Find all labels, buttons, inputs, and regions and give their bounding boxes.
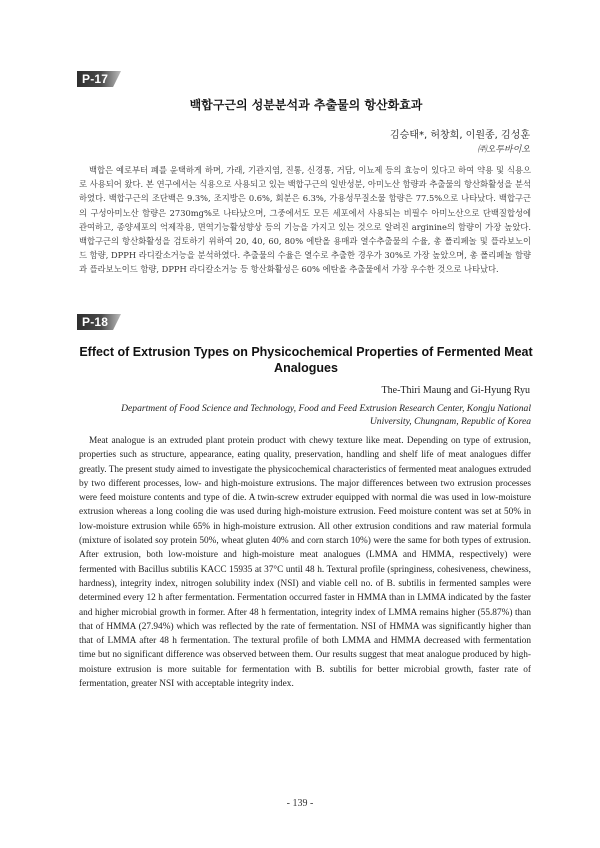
affiliation-p18: Department of Food Science and Technology, Food and Feed Extrusion Research Center, Kongju National University, Chungnam, Republic of Korea [121, 403, 531, 427]
affiliation-p17: ㈜오투바이오 [477, 145, 530, 155]
section-tag-p18 [77, 314, 121, 330]
tag-label: P-18 [82, 315, 109, 329]
page-number: - 139 - [286, 798, 314, 809]
authors-p18: The-Thiri Maung and Gi-Hyung Ryu [381, 385, 530, 396]
abstract-p17: 백합은 예로부터 폐를 윤택하게 하며, 가래, 기관지염, 진통, 신경통, 거담, 이뇨제 등의 효능이 있다고 하여 약용 및 식용으로 사용되어 왔다. 본 연구에서는 식용으로 사용되고 있는 백합구근의 일반성분, 아미노산 함량과 추출물의 항산화활성을 분석하였다. 백합구근의 조단백은 9.3%, 조지방은 0.6%, 회분은 6.3%, 가용성무질소물 함량은 77.5%으로 나타났다. 백합구근의 구성아미노산 함량은 2730mg%로 나타났으며, 그중에서도 모든 세포에서 사용되는 비필수 아미노산으로 단백질합성에 관여하고, 종양세포의 억제작용, 면역기능활성향상 등의 기능을 가지고 있는 것으로 알려진 arginine의 함량이 가장 높았다. 백합구근의 항산화활성을 검토하기 위하여 20, 40, 60, 80% 에탄올 용매과 열수추출물의 수율, 총 폴리페놀 및 플라보노이드 함량, DPPH 라디칼소거능을 분석하였다. 추출물의 수율은 열수로 추출한 경우가 30%로 가장 높았으며, 총 폴리페놀 함량과 플라보노이드 함량, DPPH 라디칼소거능 등 항산화활성은 60% 에탄올 추출물에서 가장 우수한 것으로 나타났다. [79, 165, 531, 275]
tag-label: P-17 [82, 72, 109, 86]
authors-p17: 김승태*, 허창희, 이원종, 김성훈 [390, 130, 530, 141]
abstract-p18: Meat analogue is an extruded plant protein product with chewy texture like meat. Depending on type of extrusion, properties such as structure, appearance, eating quality, preservation, handling and shelf life of meat analogues differ greatly. The present study aimed to investigate the physicochemical characteristics of fermented meat analogues extruded by two different processes, low- and high-moisture extrusions. The major differences between two extrusion processes were feed moisture contents and type of die. A twin-screw extruder equipped with normal die was used in low-moisture extrusion whereas a long cooling die was used during high-moisture extrusion. Feed moisture content was set at 50% in low-moisture extrusion while 65% in high-moisture extrusion. All other extrusion conditions and raw material formula (mixture of isolated soy protein 50%, wheat gluten 40% and corn starch 10%) were the same for both types of extrusion. After extrusion, both low-moisture and high-moisture meat analogues (LMMA and HMMA, respectively) were fermented with Bacillus subtilis KACC 15935 at 37°C until 48 h. Textural profile (springiness, cohesiveness, chewiness, hardness), integrity index, nitrogen solubility index (NSI) and viable cell no. of B. subtilis in fermented samples were determined every 12 h after fermentation. Fermentation occurred faster in HMMA than in LMMA indicated by the faster and higher microbial growth in former. After 48 h fermentation, integrity index of LMMA remains higher (55.87%) than that of HMMA (27.94%) which was reflected by the rate of fermentation. NSI of HMMA was significantly higher than that of LMMA after 48 h fermentation. The textural profile of both LMMA and HMMA decreased with fermentation time but no significant difference was observed between them. Our results suggest that meat analogue produced by high-moisture extrusion is more suitable for fermentation with B. subtilis for better microbial growth, faster rate of fermentation, greater NSI with acceptable integrity index. [79, 436, 531, 690]
section-tag-p17 [77, 71, 121, 87]
paper-title-p18: Effect of Extrusion Types on Physicochemical Properties of Fermented Meat Analogues [79, 345, 533, 375]
paper-title-p17: 백합구근의 성분분석과 추출물의 항산화효과 [189, 98, 423, 112]
